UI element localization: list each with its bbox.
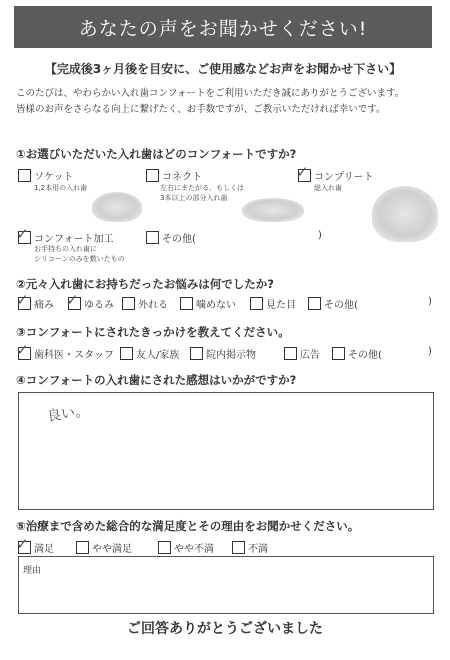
checkbox[interactable] [284,347,297,360]
check-mark-icon: ✓ [16,341,29,359]
option-label: 友人/家族 [136,350,180,361]
option-label: やや不満 [174,544,214,555]
checkbox[interactable] [16,225,31,244]
checkbox[interactable] [122,297,135,310]
reason-label: 理由 [23,566,42,576]
q1-note-complete: 総入れ歯 [314,184,342,192]
checkbox[interactable] [232,541,245,554]
checkbox[interactable] [16,291,31,310]
option-label: コンフォート加工 [34,234,114,245]
q2-option-cannot-chew[interactable] [180,296,236,311]
q5-option-dissatisfied[interactable] [232,540,268,555]
q3-option-other[interactable] [332,346,382,361]
q3-other-close-paren: ) [428,346,432,357]
checkbox[interactable] [66,291,81,310]
option-label: コネクト [162,172,202,183]
q2-other-close-paren: ) [428,296,432,307]
option-label: 歯科医・スタッフ [34,350,114,361]
socket-denture-image [92,192,142,222]
q1-note-comfort-processing: お手持ちの入れ歯に シリコーンのみを敷いたもの [34,245,125,263]
option-label: 見た目 [266,300,296,311]
q5-option-somewhat-dissatisfied[interactable] [158,540,214,555]
q3-option-friend-family[interactable] [120,346,179,361]
checkbox[interactable] [332,347,345,360]
q1-option-socket[interactable] [18,168,73,183]
question-5-title: ⑤治療まで含めた総合的な満足度とその理由をお聞かせください。 [16,519,360,533]
checkbox[interactable] [76,541,89,554]
option-label: 外れる [138,300,168,311]
option-label: ゆるみ [84,300,114,311]
q1-option-other[interactable] [146,230,196,245]
q3-option-clinic-poster[interactable] [190,346,256,361]
q2-option-loose[interactable] [66,291,114,311]
check-mark-icon: ✓ [16,291,29,309]
option-label: ソケット [34,172,74,183]
check-mark-icon: ✓ [16,535,29,553]
check-mark-icon: ✓ [66,291,79,309]
q1-note-socket: 1,2本用の入れ歯 [34,184,88,192]
question-3-title: ③コンフォートにされたきっかけを教えてください。 [16,325,290,339]
form-title: あなたの声をお聞かせください! [14,6,432,48]
option-label: 院内掲示物 [206,350,256,361]
option-label: その他( [348,350,382,361]
checkbox[interactable] [308,297,321,310]
check-mark-icon: ✓ [296,163,309,181]
q1-option-complete[interactable] [296,163,374,183]
q5-option-somewhat-satisfied[interactable] [76,540,132,555]
reason-answer-box[interactable] [18,556,434,614]
checkbox[interactable] [190,347,203,360]
checkbox[interactable] [296,163,311,182]
q2-option-falls-out[interactable] [122,296,168,311]
checkbox[interactable] [158,541,171,554]
option-label: 満足 [34,544,54,555]
q1-other-close-paren: ) [318,230,322,241]
checkbox[interactable] [180,297,193,310]
check-mark-icon: ✓ [16,225,29,243]
complete-denture-image [372,186,438,242]
question-1-title: ①お選びいただいた入れ歯はどのコンフォートですか? [16,147,297,161]
connect-denture-image [242,198,304,222]
q3-option-dentist-staff[interactable] [16,341,114,361]
q2-option-other[interactable] [308,296,358,311]
impression-answer-box[interactable] [18,392,434,510]
option-label: 痛み [34,300,54,311]
checkbox[interactable] [16,535,31,554]
intro-text [16,86,434,118]
option-label: その他( [324,300,358,311]
intro-line-2: 皆様のお声をさらなる向上に繋げたく、お手数ですが、ご教示いただければ幸いです。 [16,104,386,115]
option-label: コンプリート [314,172,374,183]
q1-option-connect[interactable] [146,168,202,183]
q1-note-connect: 左右にまたがる、もしくは 3本以上の部分入れ歯 [160,184,244,202]
checkbox[interactable] [18,169,31,182]
question-4-title: ④コンフォートの入れ歯にされた感想はいかがですか? [16,373,297,387]
option-label: 不満 [248,544,268,555]
checkbox[interactable] [16,341,31,360]
q2-option-appearance[interactable] [250,296,296,311]
option-label: やや満足 [92,544,132,555]
checkbox[interactable] [146,231,159,244]
thank-you-message: ご回答ありがとうございました [127,621,323,637]
checkbox[interactable] [146,169,159,182]
checkbox[interactable] [120,347,133,360]
form-subtitle: 【完成後3ヶ月後を目安に、ご使用感などお声をお聞かせ下さい】 [44,62,402,76]
option-label: 広告 [300,350,320,361]
q2-option-pain[interactable] [16,291,54,311]
question-2-title: ②元々入れ歯にお持ちだったお悩みは何でしたか? [16,277,274,291]
handwritten-answer: 良い。 [46,403,91,425]
q3-option-advertisement[interactable] [284,346,320,361]
checkbox[interactable] [250,297,263,310]
option-label: その他( [162,234,196,245]
q1-option-comfort-processing[interactable] [16,225,114,245]
q5-option-satisfied[interactable] [16,535,54,555]
option-label: 噛めない [196,300,236,311]
intro-line-1: このたびは、やわらかい入れ歯コンフォートをご利用いただき誠にありがとうございます。 [16,88,405,99]
